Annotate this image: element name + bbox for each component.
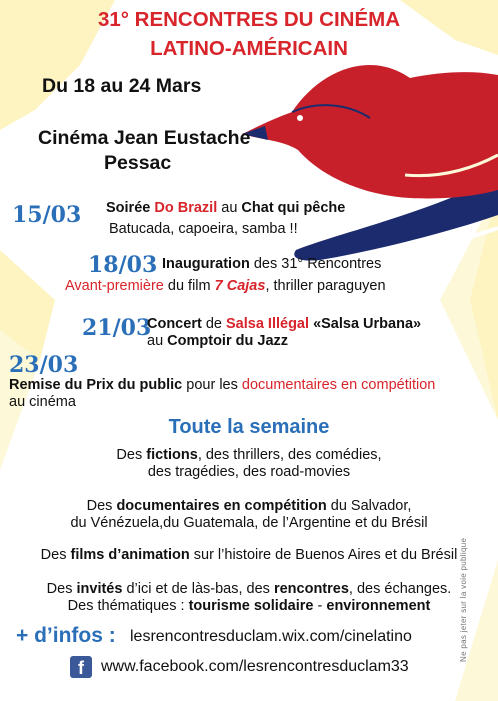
event-23-03-w2: pour les (186, 377, 238, 393)
event-21-03-w3: Salsa Illégal (226, 316, 310, 332)
event-18-03-l2c: 7 Cajas (214, 278, 266, 294)
event-date-18-03: 18/03 (88, 252, 158, 278)
week-p1c: , des thrillers, des comédies, (197, 447, 382, 463)
event-21-03-l2a: au (147, 333, 164, 349)
week-p4e: , des échanges. (348, 581, 452, 597)
venue-name: Cinéma Jean Eustache (38, 127, 251, 149)
title-line-1: 31° RENCONTRES DU CINÉMA (97, 8, 401, 31)
week-p5d: environnement (326, 598, 431, 614)
week-p4d: rencontres (273, 581, 349, 597)
event-15-03-w1: Soirée (106, 200, 151, 216)
week-p2-line2: du Vénézuela,du Guatemala, de l’Argentine et du Brésil (70, 515, 428, 531)
event-21-03-line1 (147, 316, 421, 332)
event-23-03-line2: au cinéma (9, 394, 76, 410)
event-18-03-l2b: du film (167, 278, 211, 294)
event-21-03-w2: de (205, 316, 222, 332)
week-p3c: sur l’histoire de Buenos Aires et du Brésil (193, 547, 458, 563)
facebook-icon[interactable]: f (70, 656, 92, 678)
week-p1-line1 (0, 447, 498, 463)
event-21-03-w4: «Salsa Urbana» (313, 316, 422, 332)
event-18-03-l2a: Avant-première (65, 278, 164, 294)
event-date-15-03: 15/03 (12, 202, 82, 228)
facebook-link[interactable]: www.facebook.com/lesrencontresduclam33 (101, 658, 409, 675)
week-heading: Toute la semaine (168, 416, 330, 438)
week-p1b: fictions (146, 447, 198, 463)
event-date-21-03: 21/03 (82, 315, 152, 341)
week-p3 (0, 547, 498, 563)
website-link[interactable]: lesrencontresduclam.wix.com/cinelatino (130, 628, 412, 645)
week-p2-line1 (0, 498, 498, 514)
event-21-03-l2b: Comptoir du Jazz (167, 333, 289, 349)
event-date-23-03: 23/03 (9, 352, 79, 378)
event-21-03-line2 (147, 333, 288, 349)
event-18-03-line1 (162, 256, 381, 272)
event-21-03-w1: Concert (147, 316, 202, 332)
event-18-03-w2: des 31° Rencontres (253, 256, 382, 272)
event-15-03-line2: Batucada, capoeira, samba !! (109, 221, 298, 237)
side-note: Ne pas jeter sur la voie publique (459, 537, 468, 662)
week-p4c: d’ici et de làs-bas, des (126, 581, 270, 597)
week-p3a: Des (40, 547, 67, 563)
week-p5a: Des thématiques : (67, 598, 185, 614)
week-p1a: Des (116, 447, 143, 463)
week-p4a: Des (46, 581, 73, 597)
infos-label: + d’infos : (16, 624, 116, 647)
week-p5 (0, 598, 498, 614)
week-p5b: tourisme solidaire (188, 598, 314, 614)
event-23-03-w1: Remise du Prix du public (9, 377, 183, 393)
week-p5c: - (317, 598, 323, 614)
event-15-03-w3: au (221, 200, 238, 216)
week-p2b: documentaires en compétition (116, 498, 327, 514)
event-18-03-line2 (65, 278, 386, 294)
week-p3b: films d’animation (70, 547, 190, 563)
week-p2c: du Salvador, (330, 498, 412, 514)
event-18-03-w1: Inauguration (162, 256, 250, 272)
bird-eye (297, 115, 303, 121)
event-23-03-line1 (9, 377, 435, 393)
week-p4b: invités (76, 581, 123, 597)
event-23-03-w3: documentaires en compétition (241, 377, 436, 393)
event-15-03-line1 (106, 200, 345, 216)
title-line-2: LATINO-AMÉRICAIN (150, 37, 348, 60)
venue-city: Pessac (104, 152, 172, 174)
festival-dates: Du 18 au 24 Mars (42, 75, 202, 97)
week-p1-line2: des tragédies, des road-movies (147, 464, 351, 480)
event-18-03-l2d: , thriller paraguyen (265, 278, 386, 294)
week-p4 (0, 581, 498, 597)
week-p2a: Des (86, 498, 113, 514)
event-15-03-w2: Do Brazil (154, 200, 218, 216)
event-15-03-w4: Chat qui pêche (241, 200, 346, 216)
